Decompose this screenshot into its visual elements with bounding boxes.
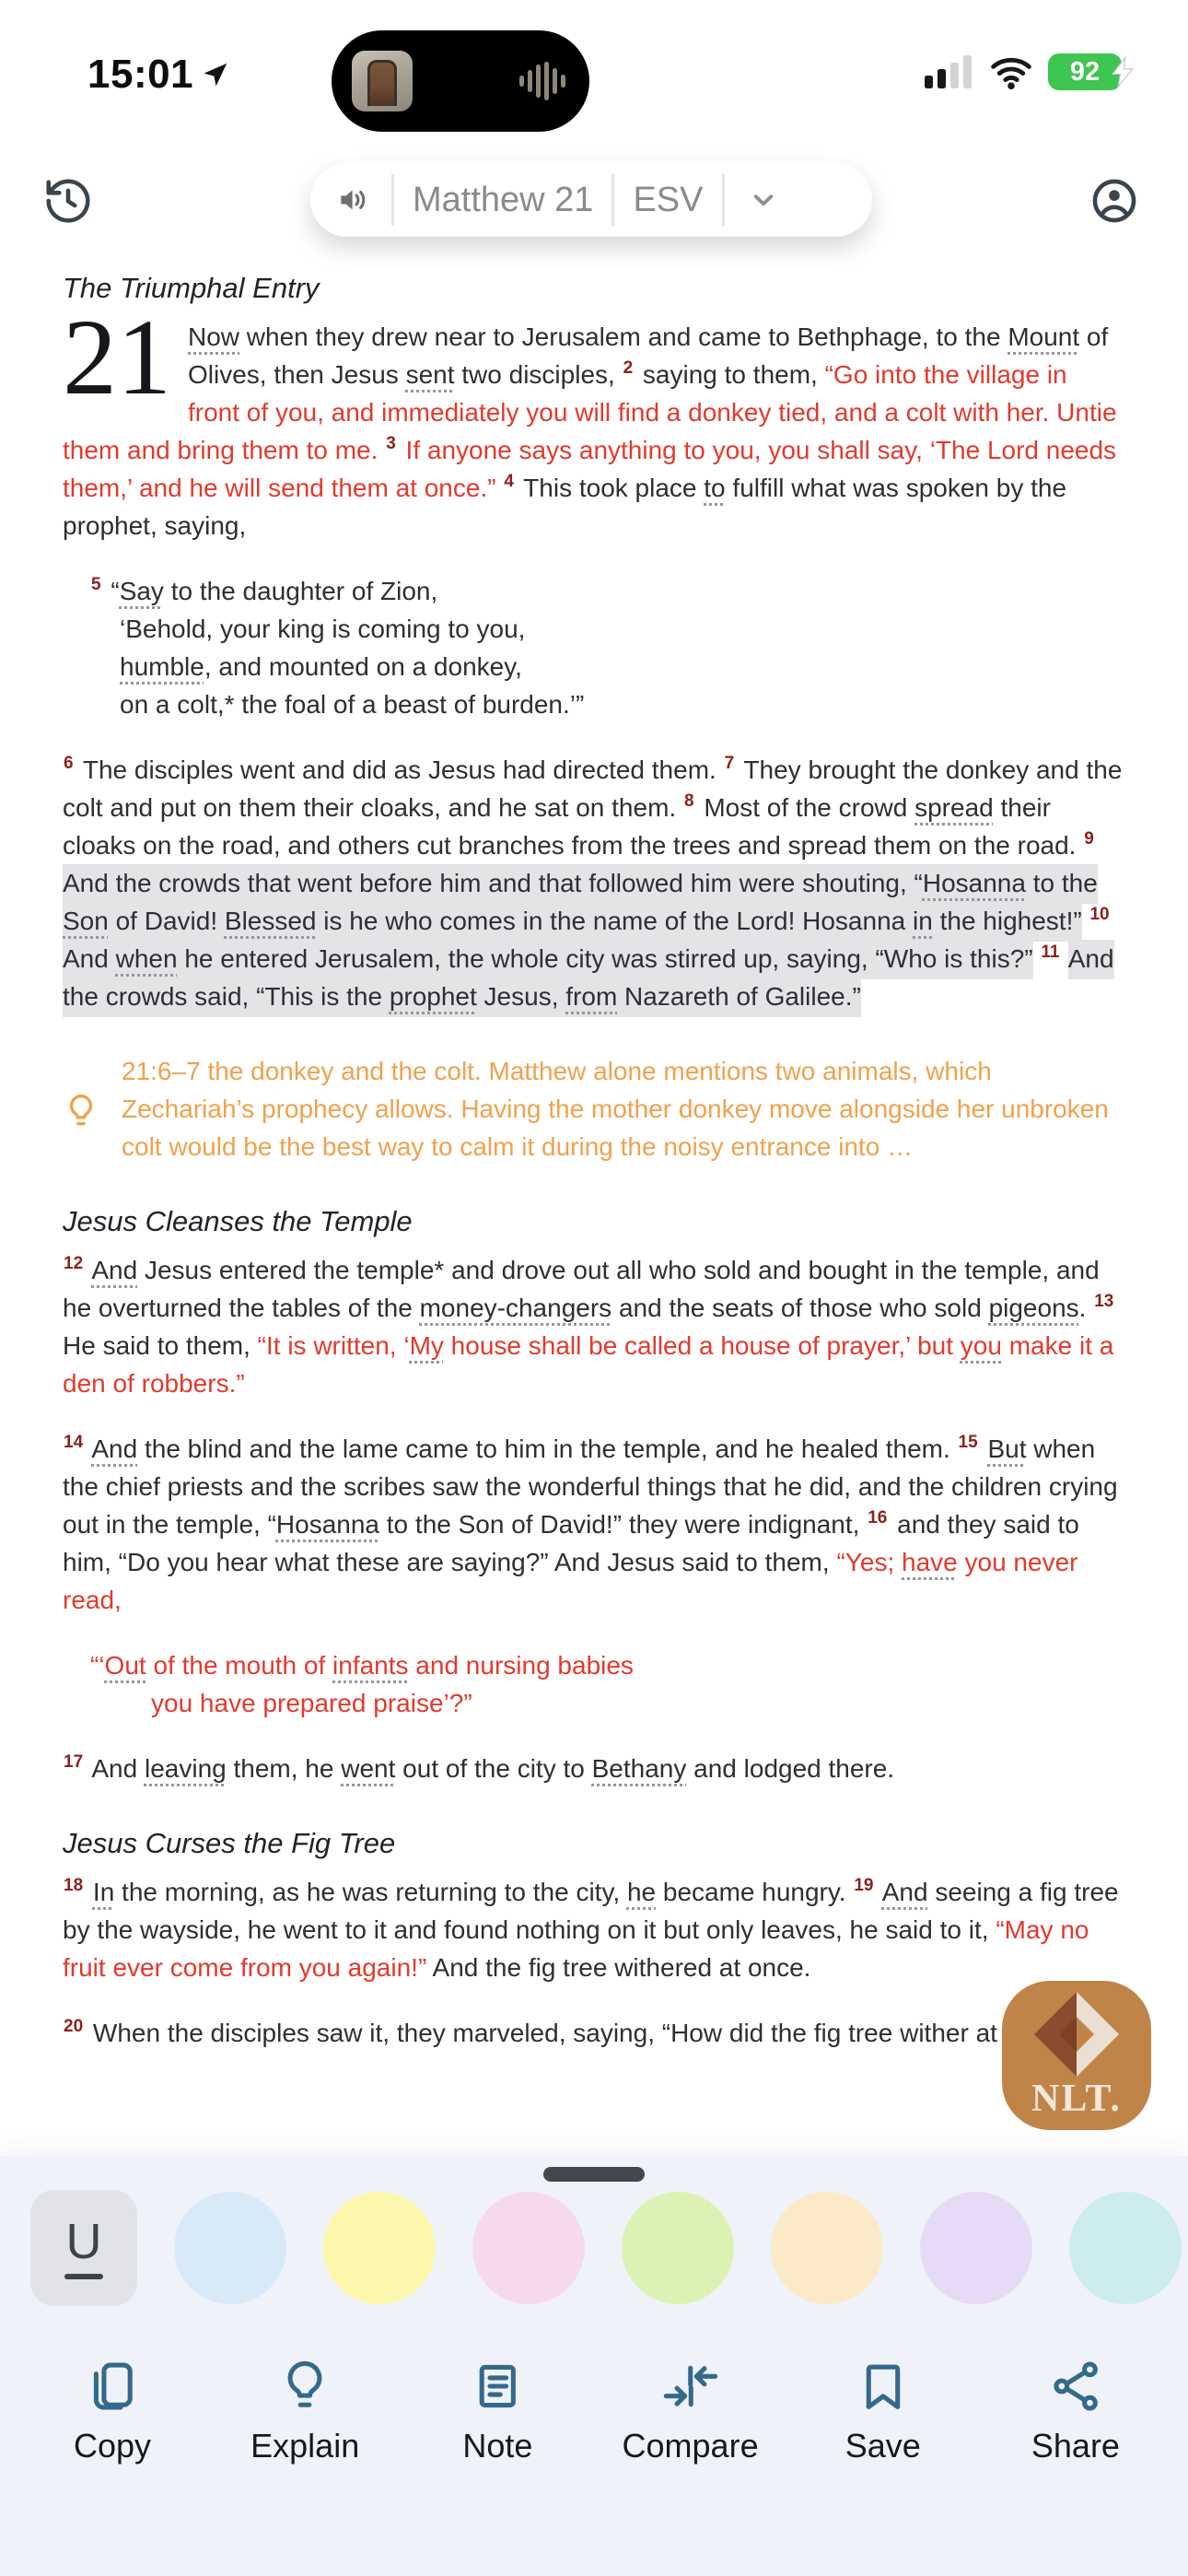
lightbulb-icon xyxy=(63,1091,99,1133)
verse-text[interactable]: Hosanna xyxy=(923,864,1026,904)
status-time: 15:01 xyxy=(87,52,194,97)
verse-text[interactable]: you have prepared praise’?” xyxy=(151,1689,472,1717)
verse-number[interactable]: 14 xyxy=(64,1432,84,1452)
charging-bolt-icon xyxy=(1109,56,1136,88)
copy-icon xyxy=(83,2357,142,2416)
verse-text[interactable]: This took place xyxy=(516,474,705,502)
verse-text[interactable]: and nursing babies xyxy=(408,1651,634,1680)
verse-text[interactable]: you xyxy=(960,1331,1002,1360)
copy-button[interactable] xyxy=(43,2357,181,2465)
highlight-color-6[interactable] xyxy=(1069,2192,1182,2304)
verse-text[interactable]: And xyxy=(86,1754,145,1783)
section-heading: The Triumphal Entry xyxy=(63,272,320,304)
verse-text[interactable]: when the chief priests and the scribes saw the wonderful things that he did, and the children crying out in the temple, “ xyxy=(63,1434,1118,1539)
verse-text[interactable]: when they drew near to Jerusalem and came to Bethphage, to the xyxy=(239,322,1008,351)
note-button[interactable] xyxy=(428,2357,566,2465)
underline-glyph: U xyxy=(65,2214,102,2269)
verse-text[interactable]: But xyxy=(987,1434,1027,1463)
verse-text[interactable]: Out xyxy=(104,1651,146,1680)
history-icon xyxy=(41,174,95,228)
verse-text[interactable]: two disciples, xyxy=(454,360,623,389)
verse-text[interactable]: Nazareth of Galilee.” xyxy=(617,978,861,1017)
verse-text[interactable]: Jesus, xyxy=(477,978,565,1017)
scripture-content xyxy=(63,269,1125,2079)
pill-divider xyxy=(611,174,614,226)
verse-text[interactable]: and the seats of those who sold xyxy=(611,1294,989,1322)
pill-divider xyxy=(391,174,394,226)
poetry-block[interactable] xyxy=(63,1646,1125,1722)
verse-text[interactable]: is he who comes in the name of the Lord! Hosanna xyxy=(317,902,914,942)
verse-paragraph[interactable] xyxy=(63,1430,1125,1619)
now-playing-artwork[interactable] xyxy=(352,51,413,111)
verse-paragraph[interactable] xyxy=(63,1251,1125,1402)
highlight-bottom-sheet xyxy=(0,2156,1188,2576)
study-note-icon xyxy=(63,1052,122,1165)
audio-waveform-icon xyxy=(519,30,565,132)
verse-text[interactable]: the highest!” xyxy=(933,902,1082,942)
verse-text[interactable]: and lodged there. xyxy=(686,1754,895,1783)
sheet-drag-handle[interactable] xyxy=(543,2167,645,2182)
save-button[interactable] xyxy=(814,2357,952,2465)
status-bar xyxy=(0,0,1188,138)
study-note[interactable] xyxy=(63,1052,1125,1165)
highlight-color-0[interactable] xyxy=(174,2192,286,2304)
verse-text[interactable]: from xyxy=(565,978,617,1017)
highlight-color-3[interactable] xyxy=(622,2192,734,2304)
section-heading: Jesus Curses the Fig Tree xyxy=(63,1827,396,1859)
verse-text[interactable]: to the Son of David!” they were indignant, xyxy=(379,1510,868,1539)
verse-text[interactable]: of Olives, then Jesus xyxy=(188,322,1109,389)
verse-text[interactable] xyxy=(1063,944,1068,973)
highlight-color-2[interactable] xyxy=(472,2192,585,2304)
verse-text[interactable]: became hungry. xyxy=(656,1878,854,1906)
verse-text[interactable]: fulfill what was spoken by the prophet, saying, xyxy=(63,474,1067,540)
dynamic-island[interactable] xyxy=(332,30,589,132)
highlight-color-4[interactable] xyxy=(771,2192,883,2304)
verse-text[interactable]: My xyxy=(409,1331,444,1360)
verse-text[interactable]: leaving xyxy=(144,1754,227,1783)
bookmark-icon xyxy=(854,2357,913,2416)
note-label: Note xyxy=(462,2427,533,2465)
verse-text[interactable]: Most of the crowd xyxy=(696,793,915,822)
verse-text[interactable]: humble xyxy=(120,652,204,681)
verse-text[interactable]: ‘Behold, your king is coming to you, xyxy=(120,615,526,643)
verse-text[interactable]: to xyxy=(704,474,726,502)
verse-number[interactable]: 13 xyxy=(1094,1291,1114,1311)
verse-text[interactable]: them, he xyxy=(226,1754,342,1783)
verse-number[interactable]: 8 xyxy=(683,790,694,811)
verse-text[interactable]: Bethany xyxy=(591,1754,687,1783)
section-heading: Jesus Cleanses the Temple xyxy=(63,1205,413,1237)
verse-number[interactable]: 3 xyxy=(386,433,396,453)
verse-number[interactable]: 4 xyxy=(504,471,514,491)
verse-text[interactable]: make it a den of robbers.” xyxy=(63,1331,1114,1398)
verse-text[interactable]: their cloaks on the road, and others cut branches from the trees and spread them on the road. xyxy=(63,793,1084,860)
verse-text[interactable]: sent xyxy=(405,360,455,389)
verse-text[interactable]: pigeons xyxy=(988,1294,1079,1322)
poetry-line[interactable] xyxy=(63,685,1125,723)
verse-number[interactable]: 6 xyxy=(64,753,74,773)
verse-number[interactable]: 12 xyxy=(64,1253,84,1273)
verse-number[interactable]: 17 xyxy=(64,1751,84,1772)
verse-text[interactable]: And the fig tree withered at once. xyxy=(426,1953,811,1982)
verse-text[interactable]: in xyxy=(913,902,933,942)
verse-text[interactable]: If anyone says anything to you, you shall say, ‘The Lord needs them,’ and he will send them at once.” xyxy=(63,436,1117,502)
highlight-color-5[interactable] xyxy=(920,2192,1032,2304)
verse-number[interactable]: 16 xyxy=(868,1507,888,1528)
top-nav-bar xyxy=(0,147,1188,267)
location-arrow-icon xyxy=(201,60,230,89)
verse-text[interactable]: to the xyxy=(1026,864,1098,904)
verse-text[interactable]: Blessed xyxy=(225,902,317,942)
copy-label: Copy xyxy=(73,2427,152,2465)
underline-style-button[interactable] xyxy=(30,2190,137,2306)
verse-text[interactable]: the morning, as he was returning to the city, xyxy=(114,1878,627,1906)
verse-text[interactable]: prophet xyxy=(390,978,477,1017)
verse-number[interactable]: 9 xyxy=(1084,828,1094,849)
action-toolbar xyxy=(0,2357,1188,2465)
verse-text[interactable] xyxy=(86,1878,93,1906)
passage-selector-pill[interactable] xyxy=(310,163,872,237)
share-icon xyxy=(1046,2357,1105,2416)
battery-indicator xyxy=(1048,53,1122,90)
verse-text[interactable]: Say xyxy=(119,577,164,605)
share-label: Share xyxy=(1031,2427,1120,2465)
verse-text[interactable]: he entered Jerusalem, the whole city was stirred up, saying, “Who is this?” xyxy=(178,940,1033,979)
verse-text[interactable]: of the mouth of xyxy=(146,1651,333,1680)
translation-label[interactable]: ESV xyxy=(633,180,704,219)
verse-text[interactable]: “May no fruit ever come from you again!” xyxy=(63,1915,1089,1982)
underline-bar xyxy=(64,2274,103,2279)
verse-text[interactable]: money-changers xyxy=(419,1294,612,1322)
verse-text[interactable]: , and mounted on a donkey, xyxy=(204,652,522,681)
battery-percent: 92 xyxy=(1069,56,1101,87)
explain-button[interactable] xyxy=(236,2357,374,2465)
verse-text[interactable]: out of the city to xyxy=(395,1754,592,1783)
verse-number[interactable]: 11 xyxy=(1041,942,1060,962)
verse-text[interactable]: “Yes; xyxy=(836,1548,902,1576)
verse-text[interactable]: He said to them, xyxy=(63,1331,258,1360)
poetry-line[interactable] xyxy=(63,1684,1125,1722)
history-button[interactable] xyxy=(41,173,96,228)
verse-text[interactable]: to the daughter of Zion, xyxy=(163,577,438,605)
verse-number[interactable]: 15 xyxy=(958,1432,978,1452)
verse-paragraph[interactable] xyxy=(63,1873,1125,1986)
verse-text[interactable]: Now xyxy=(188,322,240,351)
verse-text[interactable]: When the disciples saw it, they marveled, saying, “How did the fig tree wither at xyxy=(86,2019,997,2047)
verse-text[interactable]: And xyxy=(91,1256,138,1284)
verse-text[interactable]: on a colt,* the foal of a beast of burden.’” xyxy=(120,690,585,719)
speaker-icon[interactable] xyxy=(334,181,373,219)
nlt-translation-badge[interactable] xyxy=(1002,1981,1151,2130)
verse-text[interactable]: and they said to him, “Do you hear what these are saying?” And Jesus said to them, xyxy=(63,1510,1079,1576)
verse-text[interactable]: Hosanna xyxy=(275,1510,379,1539)
verse-number[interactable]: 2 xyxy=(623,357,634,378)
verse-text[interactable]: Son xyxy=(63,902,109,942)
verse-text[interactable]: house shall be called a house of prayer,’ but xyxy=(443,1331,961,1360)
verse-text[interactable]: Mount xyxy=(1007,322,1080,351)
verse-text[interactable]: spread xyxy=(914,793,994,822)
chapter-number-dropcap: 21 xyxy=(63,297,171,417)
compare-button[interactable] xyxy=(622,2357,760,2465)
verse-text[interactable] xyxy=(1033,944,1041,973)
verse-paragraph[interactable] xyxy=(63,297,1125,544)
verse-text[interactable]: . xyxy=(1078,1294,1094,1322)
wifi-icon xyxy=(987,53,1035,90)
verse-text[interactable]: seeing a fig tree by the wayside, he went to it and found nothing on it but only leaves, he said to it, xyxy=(63,1878,1119,1944)
verse-text[interactable]: And xyxy=(91,1434,138,1463)
poetry-line[interactable] xyxy=(63,648,1125,685)
compare-label: Compare xyxy=(622,2427,759,2465)
verse-text[interactable]: “ xyxy=(103,577,120,605)
verse-paragraph[interactable] xyxy=(63,2014,1125,2052)
verse-text[interactable]: saying to them, xyxy=(635,360,825,389)
book-chapter-label[interactable]: Matthew 21 xyxy=(413,180,594,219)
cellular-signal-icon xyxy=(925,55,974,88)
verse-number[interactable]: 10 xyxy=(1089,904,1110,924)
verse-text[interactable]: “Go into the village in front of you, and immediately you will find a donkey tied, and a colt with her. Untie them and bring them to me. xyxy=(63,360,1117,464)
share-button[interactable] xyxy=(1007,2357,1145,2465)
verse-text[interactable]: In xyxy=(92,1878,115,1906)
verse-text[interactable]: They brought the donkey and the colt and put on them their cloaks, and he sat on them. xyxy=(63,755,1123,822)
verse-text[interactable]: he xyxy=(626,1878,657,1906)
verse-text[interactable]: “‘ xyxy=(90,1651,105,1680)
study-note-text[interactable]: 21:6–7 the donkey and the colt. Matthew alone mentions two animals, which Zechariah’s prophecy allows. Having the mother donkey move alongside her unbroken colt would be the best way to calm it during the noisy entrance into … xyxy=(122,1057,1109,1161)
highlight-color-1[interactable] xyxy=(323,2192,436,2304)
lightbulb-icon xyxy=(275,2357,334,2416)
compare-icon xyxy=(661,2357,720,2416)
verse-text[interactable]: when xyxy=(116,940,178,979)
verse-text[interactable]: of David! xyxy=(109,902,225,942)
pill-divider xyxy=(722,174,725,226)
nlt-badge-label: NLT. xyxy=(1031,2078,1122,2120)
verse-text[interactable]: And the crowds said, “This is the xyxy=(63,940,1114,1017)
chevron-down-icon[interactable] xyxy=(743,180,784,220)
note-icon xyxy=(468,2357,527,2416)
verse-number[interactable]: 7 xyxy=(724,753,735,773)
poetry-line[interactable] xyxy=(63,610,1125,648)
verse-text[interactable]: the blind and the lame came to him in the temple, and he healed them. xyxy=(137,1434,958,1463)
verse-number[interactable]: 20 xyxy=(64,2016,84,2036)
verse-text[interactable]: have xyxy=(902,1548,958,1576)
verse-text[interactable]: And xyxy=(63,940,116,979)
verse-paragraph[interactable] xyxy=(63,751,1125,1015)
verse-number[interactable]: 19 xyxy=(854,1875,874,1895)
save-label: Save xyxy=(844,2427,921,2465)
verse-text[interactable]: “It is written, ‘ xyxy=(257,1331,410,1360)
verse-text[interactable]: infants xyxy=(332,1651,409,1680)
explain-label: Explain xyxy=(250,2427,360,2465)
verse-text[interactable]: you never read, xyxy=(63,1548,1078,1614)
verse-text[interactable]: Jesus entered the temple* and drove out all who sold and bought in the temple, and he overturned the tables of the xyxy=(63,1256,1100,1322)
verse-text[interactable]: And xyxy=(881,1878,928,1906)
verse-text[interactable]: The disciples went and did as Jesus had directed them. xyxy=(76,755,724,784)
verse-text[interactable] xyxy=(1082,907,1089,935)
profile-button[interactable] xyxy=(1087,173,1142,228)
highlight-style-row xyxy=(30,2190,1188,2306)
poetry-line[interactable] xyxy=(63,572,1125,610)
verse-number[interactable]: 18 xyxy=(64,1875,84,1895)
verse-text[interactable]: went xyxy=(341,1754,396,1783)
verse-number[interactable]: 5 xyxy=(91,574,101,594)
poetry-line[interactable] xyxy=(63,1646,1125,1684)
verse-paragraph[interactable] xyxy=(63,1750,1125,1787)
poetry-block[interactable] xyxy=(63,572,1125,723)
profile-icon xyxy=(1088,174,1141,228)
verse-text[interactable]: And the crowds that went before him and that followed him were shouting, “ xyxy=(63,864,923,904)
